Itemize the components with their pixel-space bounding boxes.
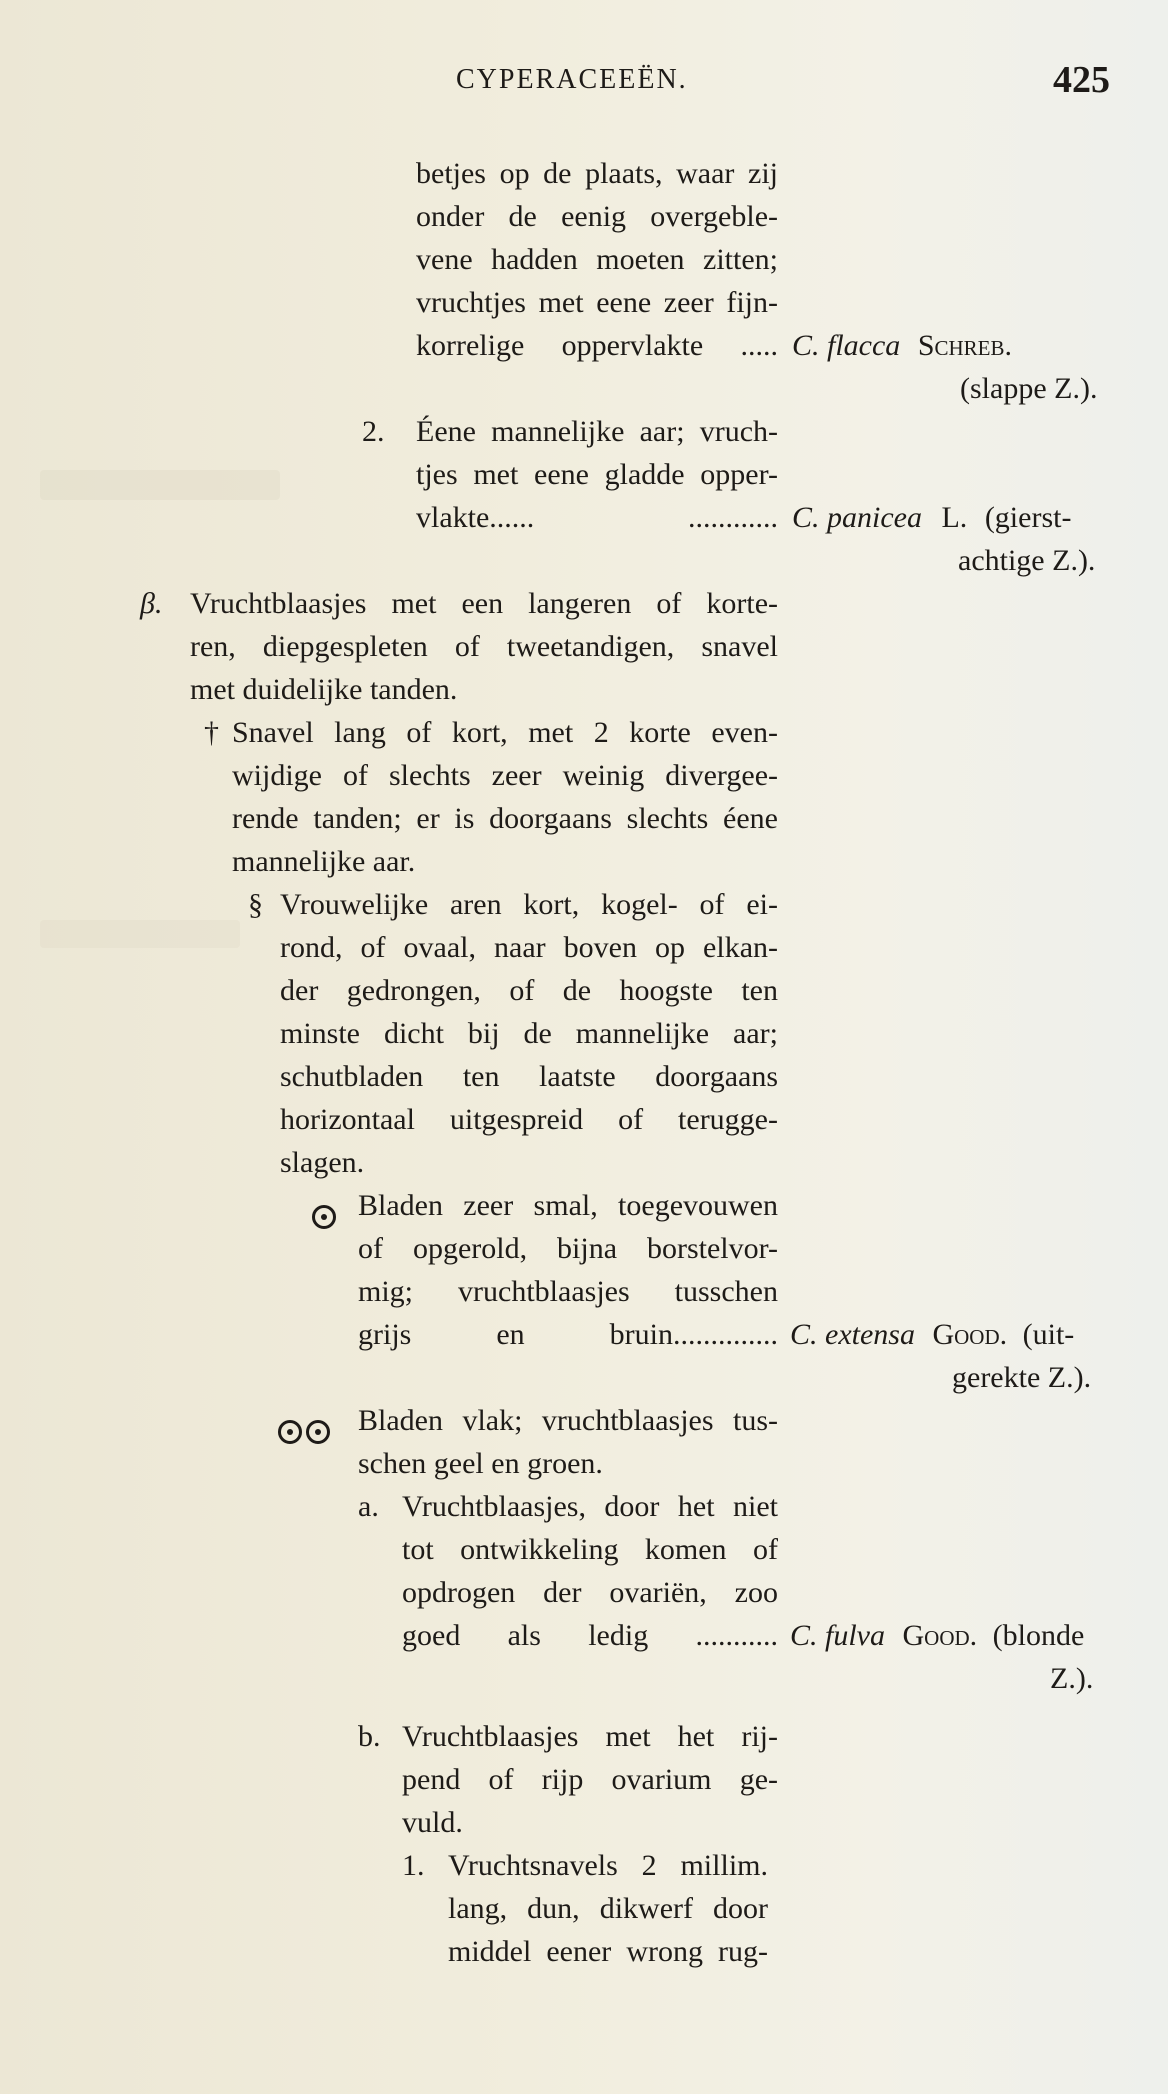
text-line: Bladen vlak; vruchtblaasjes tus- — [358, 1404, 778, 1437]
text-line: Éene mannelijke aar; vruch- — [416, 415, 778, 448]
text-line: pend of rijp ovarium ge- — [402, 1763, 778, 1796]
entry-marker: § — [248, 888, 263, 921]
common-name: (gierst- — [984, 501, 1072, 534]
entry-marker: † — [204, 716, 219, 749]
text-line: Vruchtblaasjes met het rij- — [402, 1720, 778, 1753]
text-line: minste dicht bij de mannelijke aar; — [280, 1017, 778, 1050]
text-line: met duidelijke tanden. — [190, 673, 458, 706]
text-line: wijdige of slechts zeer weinig divergee- — [232, 759, 778, 792]
text-line: der gedrongen, of de hoogste ten — [280, 974, 778, 1007]
entry-marker: β. — [140, 587, 163, 620]
species-author: Schreb. — [917, 329, 1013, 362]
species-author: Good. — [902, 1619, 978, 1652]
running-header: CYPERACEEËN. — [456, 64, 688, 95]
text-line: mig; vruchtblaasjes tusschen — [358, 1275, 778, 1308]
text-line: horizontaal uitgespreid of terugge- — [280, 1103, 778, 1136]
text-line: Bladen zeer smal, toegevouwen — [358, 1189, 778, 1222]
text-line: grijs en bruin.............. — [358, 1318, 778, 1351]
text-line: Vruchtblaasjes met een langeren of korte- — [190, 587, 778, 620]
species-author: L. — [941, 501, 968, 534]
text-line: korrelige oppervlakte ..... — [416, 329, 778, 362]
text-line: of opgerold, bijna borstelvor- — [358, 1232, 778, 1265]
text-line: Vruchtsnavels 2 millim. — [448, 1849, 768, 1882]
text-line: vlakte...... ............ — [416, 501, 778, 534]
text-line: vene hadden moeten zitten; — [416, 243, 778, 276]
species-name — [792, 324, 1012, 367]
text-line: tjes met eene gladde opper- — [416, 458, 778, 491]
text-line: rende tanden; er is doorgaans slechts éene — [232, 802, 778, 835]
text-line: rond, of ovaal, naar boven op elkan- — [280, 931, 778, 964]
species-name — [790, 1614, 1084, 1657]
text-line: mannelijke aar. — [232, 845, 416, 878]
text-line: Vrouwelijke aren kort, kogel- of ei- — [280, 888, 778, 921]
species-name — [792, 496, 1071, 539]
text-line: Snavel lang of kort, met 2 korte even- — [232, 716, 778, 749]
common-name: (blonde — [992, 1619, 1085, 1652]
bleed-through-shadow — [40, 470, 280, 500]
text-line: betjes op de plaats, waar zij — [416, 157, 778, 190]
common-name: gerekte Z.). — [952, 1361, 1092, 1394]
text-line: middel eener wrong rug- — [448, 1935, 768, 1968]
double-circle-dot-icon — [278, 1408, 330, 1451]
common-name: achtige Z.). — [958, 544, 1096, 577]
entry-marker: 2. — [362, 415, 385, 448]
species-binomial: C. flacca — [792, 329, 901, 362]
text-line: ren, diepgespleten of tweetandigen, snavel — [190, 630, 778, 663]
bleed-through-shadow — [40, 920, 240, 948]
common-name: Z.). — [1050, 1662, 1094, 1695]
text-line: vruchtjes met eene zeer fijn- — [416, 286, 778, 319]
text-line: goed als ledig ........... — [402, 1619, 778, 1652]
text-line: opdrogen der ovariën, zoo — [402, 1576, 778, 1609]
species-binomial: C. extensa — [790, 1318, 915, 1351]
page-number: 425 — [1053, 59, 1110, 101]
entry-marker: a. — [358, 1490, 379, 1523]
species-binomial: C. fulva — [790, 1619, 885, 1652]
text-line: onder de eenig overgeble- — [416, 200, 778, 233]
entry-marker: 1. — [402, 1849, 425, 1882]
text-line: vuld. — [402, 1806, 463, 1839]
text-line: lang, dun, dikwerf door — [448, 1892, 768, 1925]
text-line: Vruchtblaasjes, door het niet — [402, 1490, 778, 1523]
species-binomial: C. panicea — [792, 501, 922, 534]
species-author: Good. — [932, 1318, 1008, 1351]
text-line: tot ontwikkeling komen of — [402, 1533, 778, 1566]
entry-marker: b. — [358, 1720, 381, 1753]
text-line: schen geel en groen. — [358, 1447, 603, 1480]
text-line: slagen. — [280, 1146, 365, 1179]
text-line: schutbladen ten laatste doorgaans — [280, 1060, 778, 1093]
common-name: (slappe Z.). — [960, 372, 1098, 405]
species-name — [790, 1313, 1074, 1356]
single-circle-dot-icon — [312, 1193, 336, 1236]
common-name: (uit- — [1022, 1318, 1075, 1351]
